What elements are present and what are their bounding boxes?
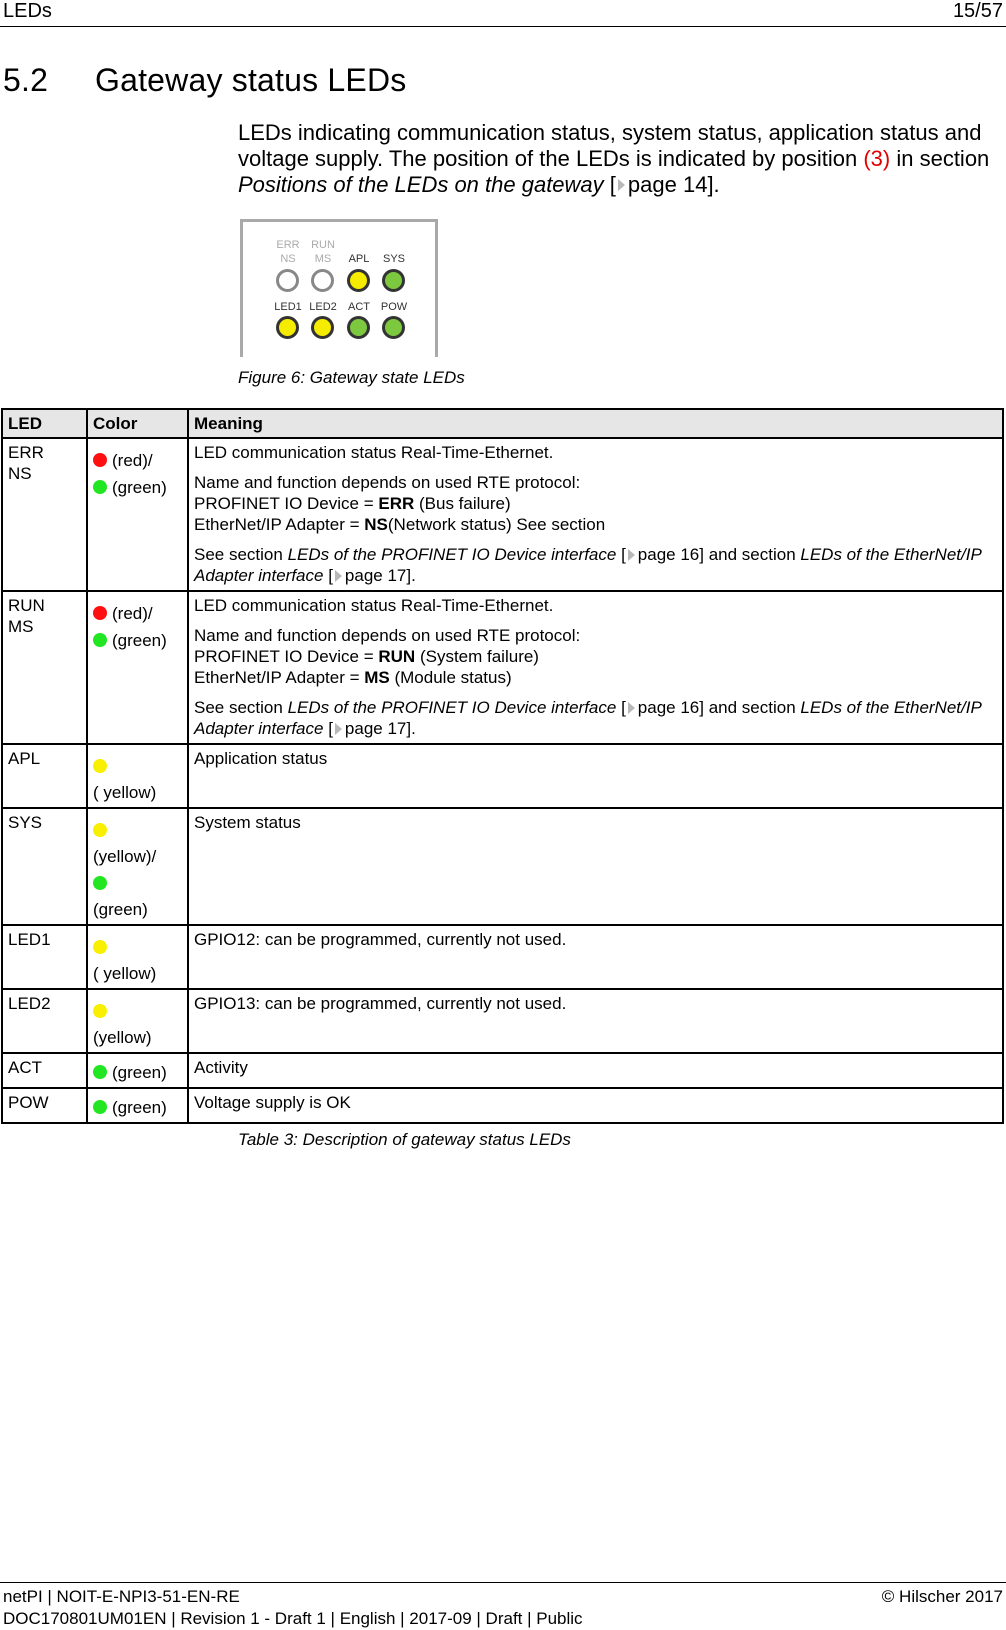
color-cell: (red)/ (green)	[87, 438, 188, 591]
yellow-dot-icon	[93, 940, 107, 954]
yellow-dot-icon	[93, 1004, 107, 1018]
page-link-icon	[335, 570, 342, 582]
meaning-cell: GPIO13: can be programmed, currently not used.	[188, 989, 1003, 1053]
led-run-ms-icon	[311, 269, 334, 292]
column-header: Meaning	[188, 409, 1003, 438]
led-cell: SYS	[2, 808, 87, 925]
led-act-icon	[347, 316, 370, 339]
table-header-row	[2, 409, 1003, 438]
gateway-led-figure	[240, 219, 438, 357]
table-row	[2, 1053, 1003, 1088]
meaning-cell: Activity	[188, 1053, 1003, 1088]
page-footer	[0, 1582, 1006, 1628]
led-label-act: ACT	[348, 301, 370, 313]
section-link[interactable]: LEDs of the EtherNet/IP Adapter interface	[194, 698, 982, 738]
page-link[interactable]: page 17	[344, 566, 407, 585]
table-row	[2, 808, 1003, 925]
led-cell: POW	[2, 1088, 87, 1123]
color-cell: (red)/ (green)	[87, 591, 188, 744]
section-link[interactable]: LEDs of the PROFINET IO Device interface	[287, 698, 617, 717]
table-row	[2, 438, 1003, 591]
color-cell: ( yellow)	[87, 925, 188, 989]
section-link[interactable]: Positions of the LEDs on the gateway	[238, 172, 604, 197]
page-link[interactable]: page 16	[637, 545, 700, 564]
led-cell: RUN MS	[2, 591, 87, 744]
led-cell: ERR NS	[2, 438, 87, 591]
yellow-dot-icon	[93, 823, 107, 837]
section-number: 5.2	[3, 62, 49, 98]
led-cell: APL	[2, 744, 87, 808]
page-link-icon	[628, 549, 635, 561]
table-row	[2, 1088, 1003, 1123]
page-link[interactable]: page 14	[627, 172, 708, 197]
intro-text: ].	[707, 172, 720, 197]
color-cell: ( yellow)	[87, 744, 188, 808]
column-header: LED	[2, 409, 87, 438]
page-link-icon	[628, 702, 635, 714]
color-cell: (green)	[87, 1088, 188, 1123]
green-dot-icon	[93, 1100, 107, 1114]
led-description-table	[1, 408, 1004, 1124]
green-dot-icon	[93, 633, 107, 647]
table-row	[2, 744, 1003, 808]
green-dot-icon	[93, 876, 107, 890]
led-label-sys: SYS	[382, 253, 405, 265]
table-row	[2, 591, 1003, 744]
footer-doc-id: netPI | NOIT-E-NPI3-51-EN-RE	[3, 1587, 240, 1606]
page-header	[0, 0, 1006, 27]
color-cell: (yellow)/ (green)	[87, 808, 188, 925]
red-dot-icon	[93, 453, 107, 467]
red-dot-icon	[93, 606, 107, 620]
meaning-cell: LED communication status Real-Time-Ethernet. Name and function depends on used RTE protocol: PROFINET IO Device = RUN (System failure) EtherNet/IP Adapter = MS (Module status) See section LEDs of the PROFINET IO Device interface [ page 16] and section LEDs of the EtherNet/IP Adapter interface [ page 17].	[188, 591, 1003, 744]
led-label-led1: LED1	[274, 301, 302, 313]
led-cell: LED2	[2, 989, 87, 1053]
led-pow-icon	[382, 316, 405, 339]
meaning-cell: Voltage supply is OK	[188, 1088, 1003, 1123]
led-label-err-ns: ERR NS	[276, 239, 300, 265]
green-dot-icon	[93, 480, 107, 494]
led-cell: LED1	[2, 925, 87, 989]
intro-text: LEDs indicating communication status, system status, application status and voltage supply. The position of the LEDs is indicated by position	[238, 120, 982, 171]
led-apl-icon	[347, 269, 370, 292]
led-label-pow: POW	[380, 301, 408, 313]
section-link[interactable]: LEDs of the PROFINET IO Device interface	[287, 545, 617, 564]
footer-copyright: © Hilscher 2017	[881, 1587, 1003, 1606]
meaning-cell: System status	[188, 808, 1003, 925]
section-heading	[3, 62, 407, 99]
led-label-led2: LED2	[309, 301, 337, 313]
color-cell: (green)	[87, 1053, 188, 1088]
page-link-icon	[618, 179, 625, 191]
meaning-cell: GPIO12: can be programmed, currently not used.	[188, 925, 1003, 989]
page-link-icon	[335, 723, 342, 735]
header-page-number: 15/57	[952, 0, 1003, 22]
section-title: Gateway status LEDs	[95, 62, 407, 98]
meaning-cell: LED communication status Real-Time-Ethernet. Name and function depends on used RTE protocol: PROFINET IO Device = ERR (Bus failure) EtherNet/IP Adapter = NS(Network status) See section See section LEDs of the PROFINET IO Device interface [ page 16] and section LEDs of the EtherNet/IP Adapter interface [ page 17].	[188, 438, 1003, 591]
led-label-apl: APL	[348, 253, 370, 265]
meaning-cell: Application status	[188, 744, 1003, 808]
led-err-ns-icon	[276, 269, 299, 292]
led-led2-icon	[311, 316, 334, 339]
intro-text: in section	[890, 146, 990, 171]
led-sys-icon	[382, 269, 405, 292]
intro-paragraph	[238, 120, 998, 198]
column-header: Color	[87, 409, 188, 438]
table-row	[2, 925, 1003, 989]
page-link[interactable]: page 16	[637, 698, 700, 717]
led-led1-icon	[276, 316, 299, 339]
led-label-run-ms: RUN MS	[311, 239, 335, 265]
table-row	[2, 989, 1003, 1053]
figure-caption: Figure 6: Gateway state LEDs	[238, 368, 465, 387]
footer-revision: DOC170801UM01EN | Revision 1 - Draft 1 | English | 2017-09 | Draft | Public	[3, 1609, 583, 1628]
header-section: LEDs	[3, 0, 52, 22]
led-cell: ACT	[2, 1053, 87, 1088]
green-dot-icon	[93, 1065, 107, 1079]
color-cell: (yellow)	[87, 989, 188, 1053]
page-link[interactable]: page 17	[344, 719, 407, 738]
yellow-dot-icon	[93, 759, 107, 773]
intro-text: [	[603, 172, 616, 197]
position-ref: (3)	[863, 146, 891, 171]
section-link[interactable]: LEDs of the EtherNet/IP Adapter interface	[194, 545, 982, 585]
table-caption: Table 3: Description of gateway status LEDs	[238, 1130, 571, 1149]
